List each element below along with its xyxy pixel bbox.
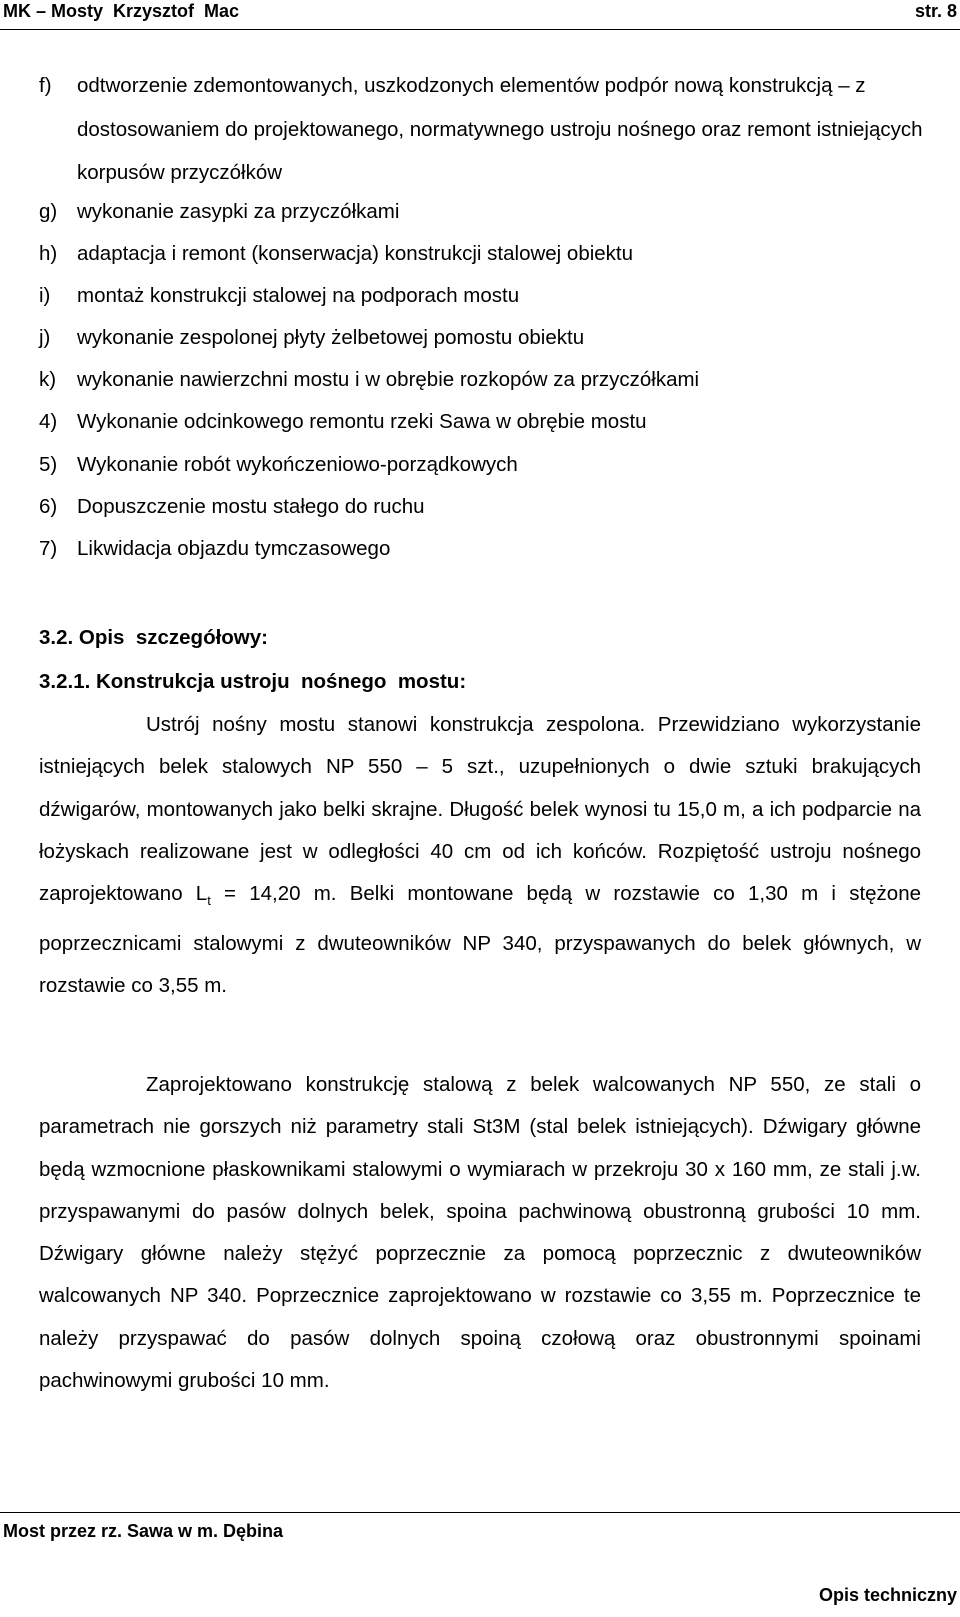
section-heading: 3.2. Opis szczegółowy: [39,626,268,649]
subsection-heading: 3.2.1. Konstrukcja ustroju nośnego mostu: [39,670,467,693]
list-text: wykonanie zespolonej płyty żelbetowej pomostu obiektu [77,326,585,349]
list-text: Dopuszczenie mostu stałego do ruchu [77,495,425,518]
list-text: Wykonanie robót wykończeniowo-porządkowych [77,453,518,476]
list-text: adaptacja i remont (konserwacja) konstrukcji stalowej obiektu [77,242,634,265]
page-header [0,0,960,30]
subscript: t [207,893,211,909]
list-marker: 7) [39,537,58,560]
list-text: wykonanie nawierzchni mostu i w obrębie rozkopów za przyczółkami [77,368,700,391]
header-author: MK – Mosty Krzysztof Mac [3,1,240,21]
paragraph-text: Ustrój nośny mostu stanowi konstrukcja zespolona. Przewidziano wykorzystanie istniejących belek stalowych NP 550 – 5 szt., uzupełnionych o dwie sztuki brakujących dźwigarów, montowanych jako belki skrajne. Długość belek wynosi tu 15,0 m, a ich podparcie na łożyskach realizowane jest w odległości 40 cm od ich końców. Rozpiętość ustroju nośnego zaprojektowano L [39,713,921,906]
list-text: odtworzenie zdemontowanych, uszkodzonych elementów podpór nową konstrukcją – z dostosowaniem do projektowanego, normatywnego ustroju nośnego oraz remont istniejących korpusów przyczółków [77,74,923,184]
footer-divider [0,1512,960,1513]
page-number: str. 8 [914,1,957,21]
list-marker: f) [39,74,52,97]
list-marker: g) [39,200,58,223]
footer-document-type: Opis techniczny [818,1585,957,1605]
list-marker: k) [39,368,57,391]
footer-project-title: Most przez rz. Sawa w m. Dębina [3,1521,284,1541]
paragraph: Zaprojektowano konstrukcję stalową z belek walcowanych NP 550, ze stali o parametrach nie gorszych niż parametry stali St3M (stal belek istniejących). Dźwigary główne będą wzmocnione płaskownikami stalowymi o wymiarach w przekroju 30 x 160 mm, ze stali j.w. przyspawanymi do pasów dolnych belek, spoina pachwinową obustronną grubości 10 mm. Dźwigary główne należy stężyć poprzecznie za pomocą poprzecznic z dwuteowników walcowanych NP 340. Poprzecznice zaprojektowano w rozstawie co 3,55 m. Poprzecznice te należy przyspawać do pasów dolnych spoiną czołową oraz obustronnymi spoinami pachwinowymi grubości 10 mm. [39,1073,921,1393]
paragraph-text: = 14,20 m. Belki montowane będą w rozstawie co 1,30 m i stężone poprzecznicami stalowymi z dwuteowników NP 340, przyspawanych do belek głównych, w rozstawie co 3,55 m. [39,882,921,997]
list-marker: j) [39,326,51,349]
list-text: Likwidacja objazdu tymczasowego [77,537,391,560]
list-marker: i) [39,284,51,307]
list-text: montaż konstrukcji stalowej na podporach mostu [77,284,520,307]
list-text: Wykonanie odcinkowego remontu rzeki Sawa w obrębie mostu [77,410,647,433]
list-marker: 5) [39,453,58,476]
list-marker: 4) [39,410,58,433]
list-text: wykonanie zasypki za przyczółkami [77,200,400,223]
paragraph [39,704,921,1007]
list-marker: h) [39,242,58,265]
list-marker: 6) [39,495,58,518]
